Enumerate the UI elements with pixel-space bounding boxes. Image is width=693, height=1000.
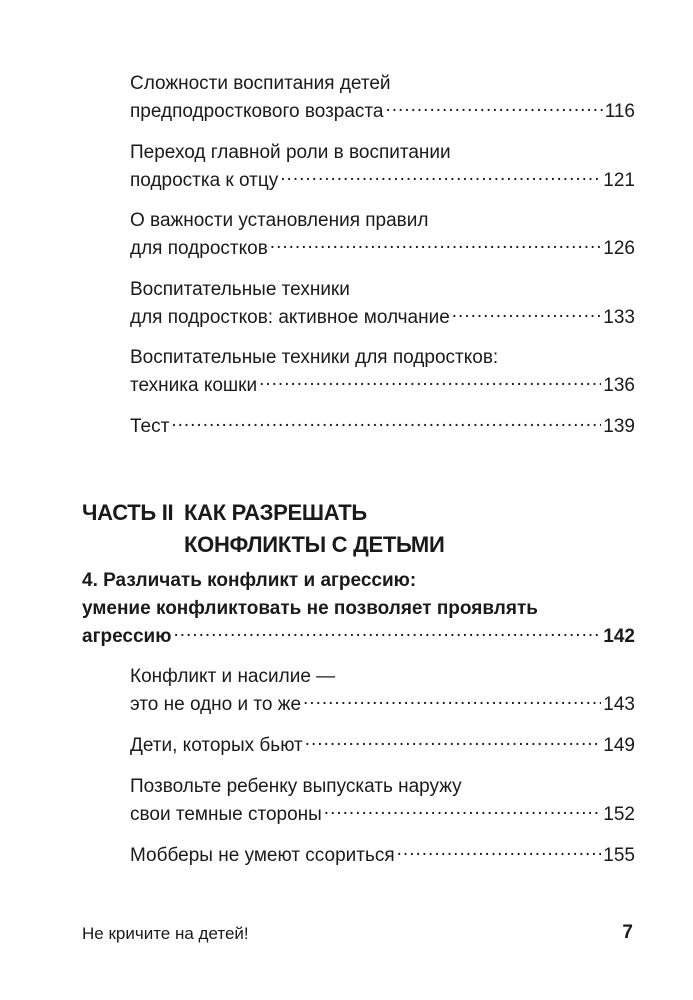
dot-leader bbox=[173, 623, 601, 642]
chapter-title-line: умение конфликтовать не позволяет проявлять bbox=[82, 598, 538, 619]
toc-entry-test[interactable] bbox=[130, 413, 635, 441]
toc-leader-row bbox=[130, 304, 635, 332]
toc-leader-row bbox=[130, 732, 635, 760]
toc-leader-row bbox=[130, 801, 635, 829]
dot-leader bbox=[324, 801, 602, 820]
toc-entry-line: Позвольте ребенку выпускать наружу bbox=[130, 776, 462, 797]
dot-leader bbox=[270, 235, 602, 254]
toc-leader-row bbox=[130, 372, 635, 400]
toc-page-number: 121 bbox=[603, 170, 635, 191]
toc-entry-line: для подростков: активное молчание bbox=[130, 307, 450, 328]
dot-leader bbox=[259, 372, 601, 391]
toc-leader-row bbox=[82, 623, 635, 651]
part-title-line: КАК РАЗРЕШАТЬ bbox=[184, 500, 367, 525]
toc-page-number: 149 bbox=[603, 735, 635, 756]
toc-page-number: 133 bbox=[603, 307, 635, 328]
toc-page-number: 142 bbox=[603, 626, 635, 647]
toc-entry-difficulties[interactable] bbox=[130, 70, 635, 126]
toc-entry-cat-technique[interactable] bbox=[130, 344, 635, 400]
toc-entry-line: Воспитательные техники для подростков: bbox=[130, 347, 499, 368]
chapter-title-line: агрессию bbox=[82, 626, 172, 647]
toc-entry-beaten-children[interactable] bbox=[130, 732, 635, 760]
toc-entry-dark-sides[interactable] bbox=[130, 773, 635, 829]
toc-page-number: 152 bbox=[603, 804, 635, 825]
toc-entry-line: О важности установления правил bbox=[130, 210, 429, 231]
dot-leader bbox=[305, 732, 602, 751]
toc-page-number: 139 bbox=[603, 416, 635, 437]
chapter-title-line: 4. Различать конфликт и агрессию: bbox=[82, 570, 417, 591]
toc-entry-line: свои темные стороны bbox=[130, 804, 322, 825]
dot-leader bbox=[397, 842, 602, 861]
toc-page-number: 143 bbox=[603, 694, 635, 715]
toc-entry-father-role[interactable] bbox=[130, 139, 635, 195]
toc-entry-line: это не одно и то же bbox=[130, 694, 302, 715]
toc-entry-line: Переход главной роли в воспитании bbox=[130, 142, 451, 163]
dot-leader bbox=[452, 304, 602, 323]
toc-entry-line: Воспитательные техники bbox=[130, 279, 350, 300]
toc-leader-row bbox=[130, 413, 635, 441]
toc-leader-row bbox=[130, 235, 635, 263]
toc-entry-line: подростка к отцу bbox=[130, 170, 279, 191]
dot-leader bbox=[171, 413, 601, 432]
part-label: ЧАСТЬ II bbox=[82, 500, 174, 525]
toc-entry-line: Конфликт и насилие — bbox=[130, 666, 336, 687]
toc-page-number: 116 bbox=[604, 101, 635, 122]
toc-leader-row bbox=[130, 842, 635, 870]
toc-leader-row bbox=[130, 167, 635, 195]
page-number: 7 bbox=[622, 922, 633, 943]
toc-page-number: 155 bbox=[603, 845, 635, 866]
toc-leader-row bbox=[130, 691, 635, 719]
toc-entry-line: Сложности воспитания детей bbox=[130, 73, 391, 94]
toc-entry-mobbers[interactable] bbox=[130, 842, 635, 870]
dot-leader bbox=[386, 98, 603, 117]
toc-entry-line: Тест bbox=[130, 416, 170, 437]
toc-entry-conflict-violence[interactable] bbox=[130, 663, 635, 719]
dot-leader bbox=[280, 167, 601, 186]
dot-leader bbox=[303, 691, 601, 710]
toc-page-number: 136 bbox=[603, 375, 635, 396]
toc-entry-line: Мобберы не умеют ссориться bbox=[130, 845, 395, 866]
toc-entry-line: предподросткового возраста bbox=[130, 101, 384, 122]
toc-entry-active-silence[interactable] bbox=[130, 276, 635, 332]
toc-entry-rules[interactable] bbox=[130, 207, 635, 263]
part-title bbox=[184, 497, 584, 561]
toc-entry-line: Дети, которых бьют bbox=[130, 735, 303, 756]
toc-chapter-4[interactable] bbox=[82, 567, 635, 651]
running-footer-title: Не кричите на детей! bbox=[82, 924, 249, 943]
toc-page-number: 126 bbox=[603, 238, 635, 259]
part-title-line: КОНФЛИКТЫ С ДЕТЬМИ bbox=[184, 532, 445, 557]
toc-leader-row bbox=[130, 98, 635, 126]
toc-entry-line: для подростков bbox=[130, 238, 268, 259]
toc-entry-line: техника кошки bbox=[130, 375, 258, 396]
